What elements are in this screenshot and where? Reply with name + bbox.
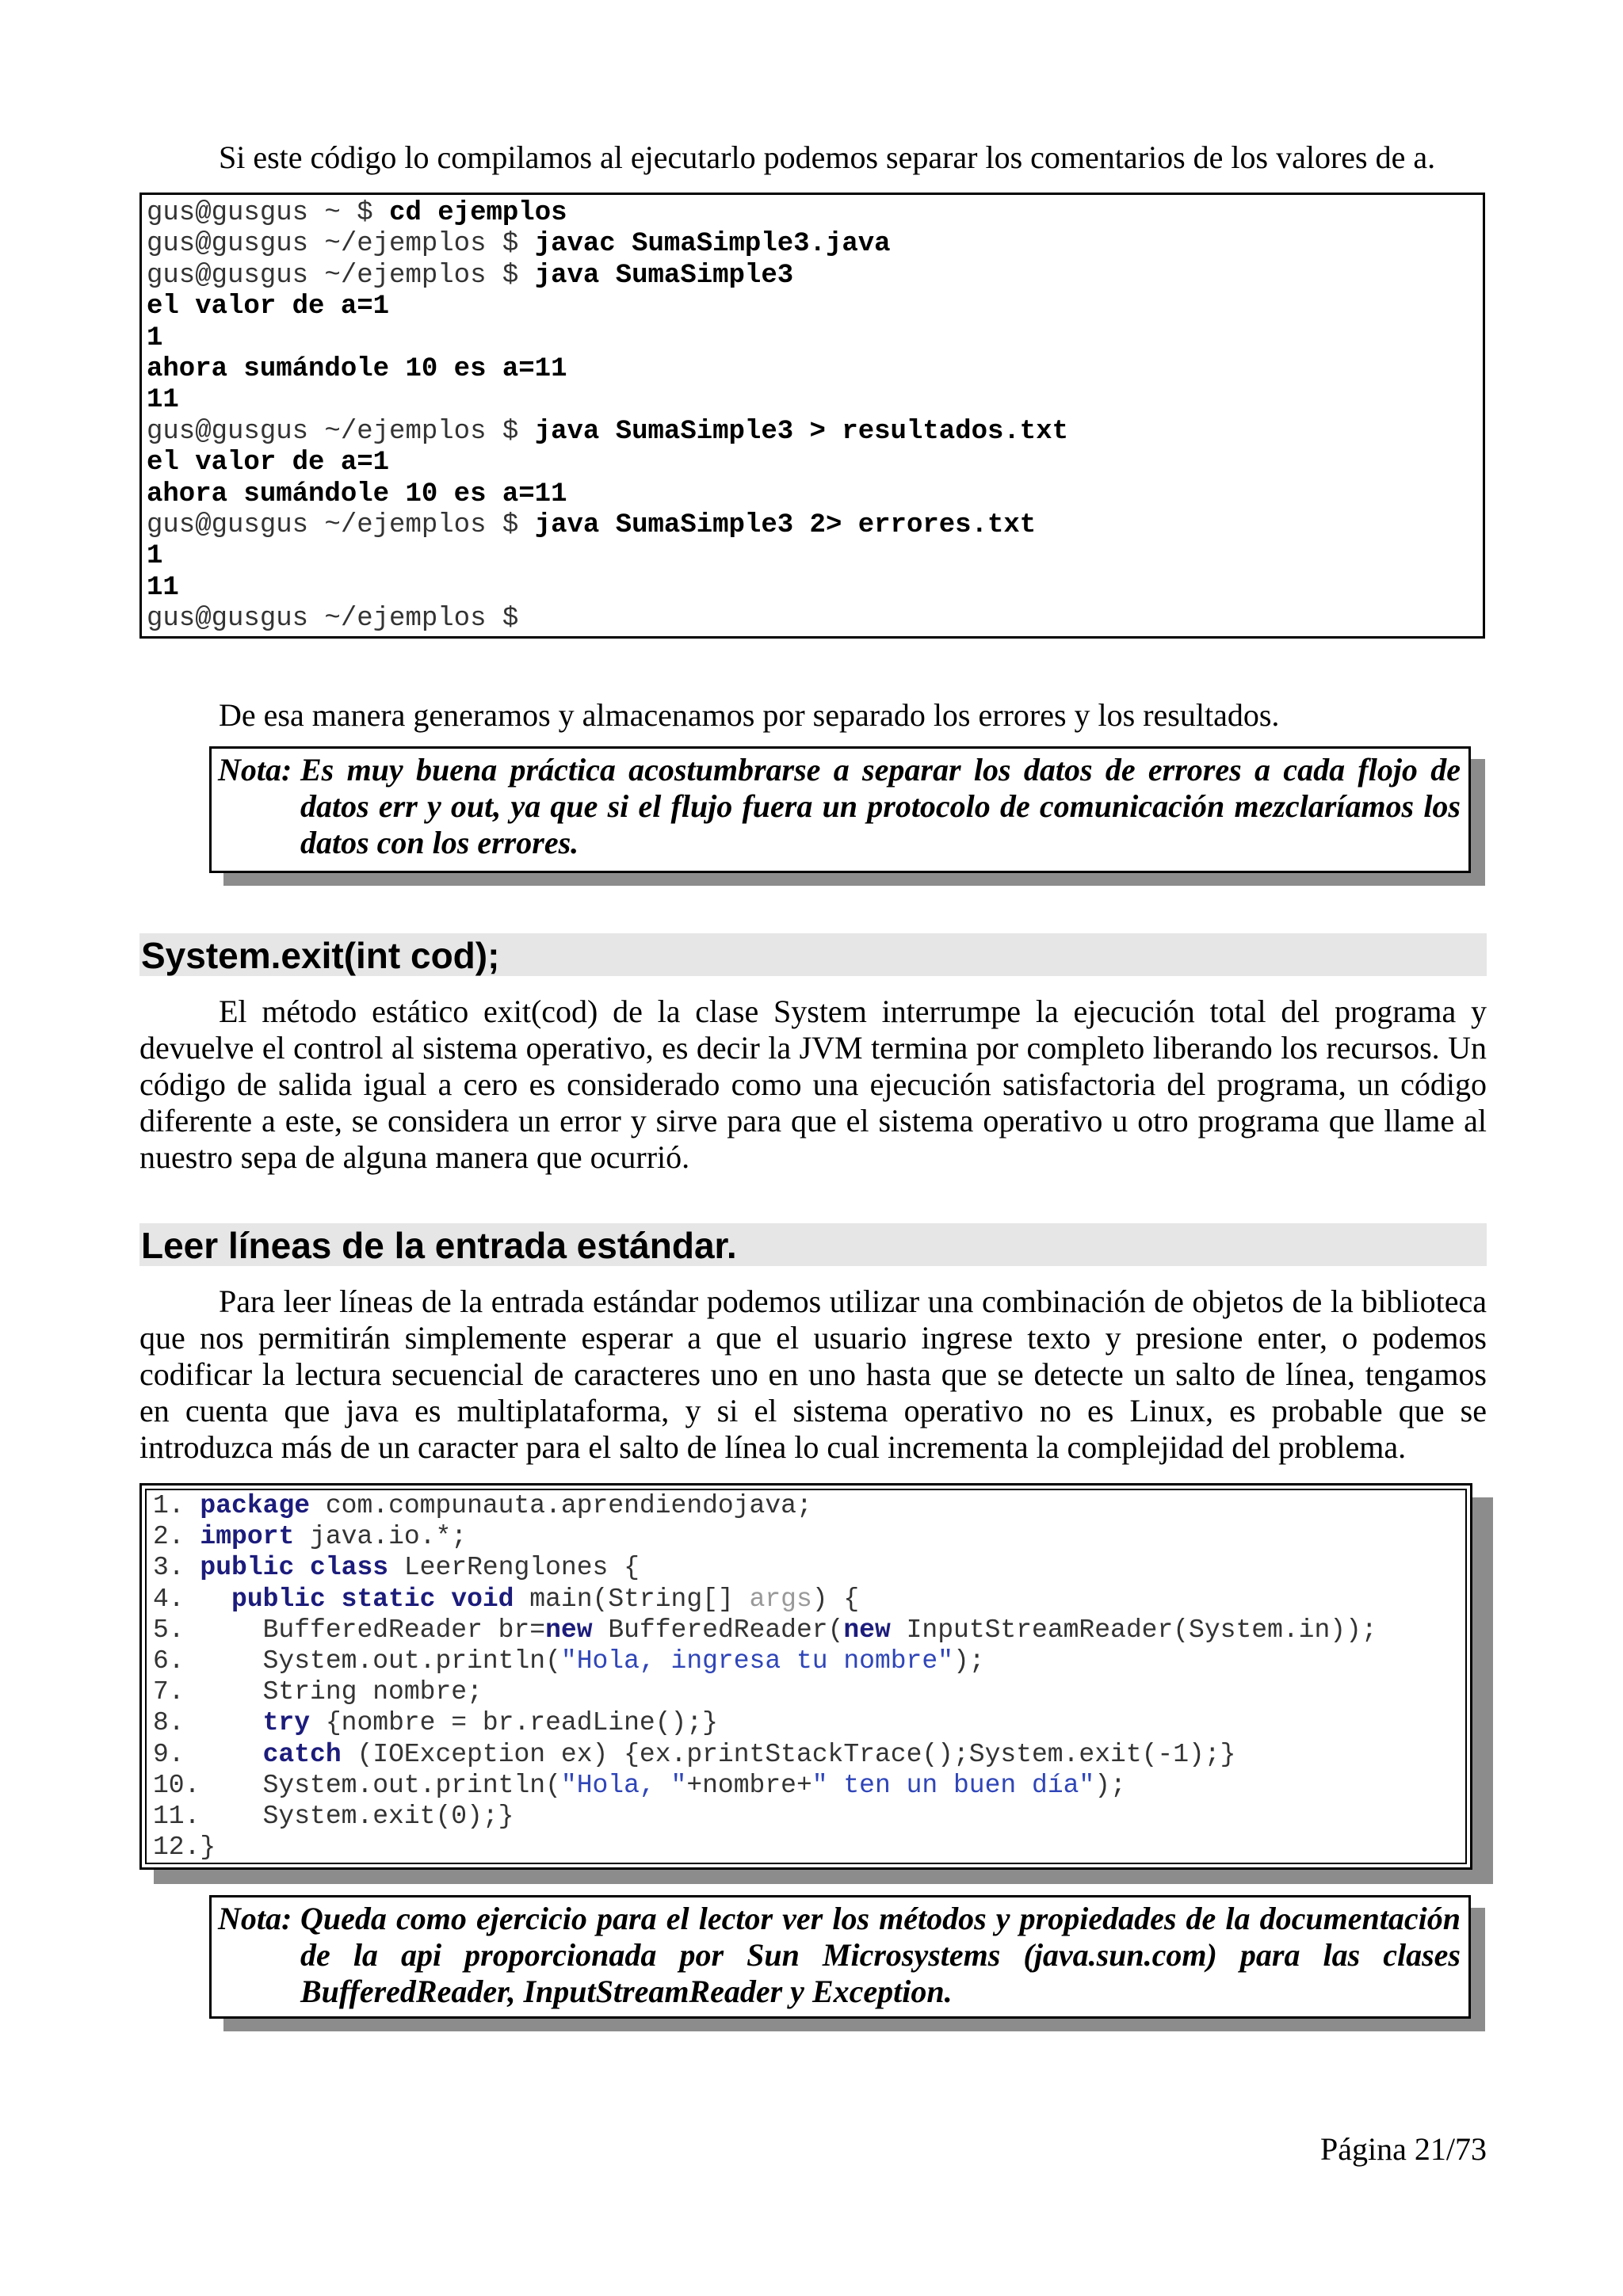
terminal-output: ahora sumándole 10 es a=11 xyxy=(147,479,567,509)
terminal-prompt: gus@gusgus ~/ejemplos $ xyxy=(147,509,535,540)
code-token: new xyxy=(843,1615,891,1645)
code-token: try xyxy=(262,1708,311,1738)
note-1-label: Nota: xyxy=(218,752,292,788)
terminal-output: 1 xyxy=(147,322,163,353)
code-token: 10. System.out.println( xyxy=(153,1770,561,1800)
code-token: 7. String nombre; xyxy=(153,1677,483,1707)
code-token: +nombre+ xyxy=(686,1770,812,1800)
note-2-box xyxy=(209,1895,1471,2019)
code-token: 2. xyxy=(153,1522,200,1552)
terminal-output: el valor de a=1 xyxy=(147,292,390,322)
code-line xyxy=(153,1584,1465,1615)
code-token: 1. xyxy=(153,1491,200,1520)
code-token: 5. BufferedReader br= xyxy=(153,1615,546,1645)
section-1-paragraph: El método estático exit(cod) de la clase System interrumpe la ejecución total del programa y devuelve el control al sistema operativo, es decir la JVM termina por completo liberando los recursos. Un código de salida igual a cero es considerado como una ejecución satisfactoria del programa, un código diferente a este, se considera un error y sirve para que el sistema operativo u otro programa que llame al nuestro sepa de alguna manera que ocurrió. xyxy=(139,994,1487,1175)
code-token: 3. xyxy=(153,1553,200,1583)
code-block xyxy=(139,1483,1472,1870)
terminal-line xyxy=(147,573,1483,604)
code-token: java.io.*; xyxy=(294,1522,468,1552)
terminal-output: el valor de a=1 xyxy=(147,448,390,479)
section-heading-leer-lineas: Leer líneas de la entrada estándar. xyxy=(139,1223,1487,1266)
terminal-command: javac SumaSimple3.java xyxy=(534,229,891,260)
terminal-command: java SumaSimple3 > resultados.txt xyxy=(534,416,1068,447)
code-line xyxy=(153,1615,1465,1646)
section-2-paragraph: Para leer líneas de la entrada estándar podemos utilizar una combinación de objetos de la biblioteca que nos permitirán simplemente esperar a que el usuario ingrese texto y presione enter, o podemos codificar la lectura secuencial de caracteres uno en uno hasta que se detecte un salto de línea, tengamos en cuenta que java es multiplataforma, y si el sistema operativo no es Linux, es probable que se introduzca más de un caracter para el salto de línea lo cual incrementa la complejidad del problema. xyxy=(139,1283,1487,1465)
terminal-line xyxy=(147,229,1483,260)
code-token: main(String[] xyxy=(514,1584,750,1614)
terminal-prompt: gus@gusgus ~/ejemplos $ xyxy=(147,416,535,447)
code-token: 4. xyxy=(153,1584,232,1614)
terminal-command: java SumaSimple3 xyxy=(534,260,794,291)
note-2-text: Queda como ejercicio para el lector ver los métodos y propiedades de la documentación de la api proporcionada por Sun Microsystems (java.sun.com) para las clases BufferedReader, InputStreamReader y Exception. xyxy=(300,1901,1461,2009)
code-token: catch xyxy=(262,1739,342,1769)
code-token: InputStreamReader(System.in)); xyxy=(890,1615,1377,1645)
code-token: 8. xyxy=(153,1708,263,1738)
terminal-output-block xyxy=(139,193,1485,639)
terminal-line xyxy=(147,417,1483,448)
code-line xyxy=(153,1707,1465,1738)
code-line xyxy=(153,1676,1465,1707)
code-line xyxy=(153,1646,1465,1676)
code-line xyxy=(153,1521,1465,1552)
code-line xyxy=(153,1832,1465,1863)
note-1-box xyxy=(209,746,1471,873)
code-line xyxy=(153,1739,1465,1770)
terminal-output: 11 xyxy=(147,572,179,603)
terminal-line xyxy=(147,479,1483,510)
note-2-label: Nota: xyxy=(218,1901,292,1936)
terminal-command: java SumaSimple3 2> errores.txt xyxy=(534,509,1037,540)
code-listing xyxy=(145,1489,1467,1864)
terminal-prompt: gus@gusgus ~/ejemplos $ xyxy=(147,604,519,635)
code-token: public static void xyxy=(231,1584,514,1614)
code-token: (IOException ex) {ex.printStackTrace();System.exit(-1);} xyxy=(341,1739,1236,1769)
paragraph-separation: De esa manera generamos y almacenamos por separado los errores y los resultados. xyxy=(219,697,1280,733)
terminal-line xyxy=(147,385,1483,416)
code-token: new xyxy=(545,1615,593,1645)
terminal-prompt: gus@gusgus ~/ejemplos $ xyxy=(147,260,535,291)
note-1-text: Es muy buena práctica acostumbrarse a separar los datos de errores a cada flojo de datos err y out, ya que si el flujo fuera un protocolo de comunicación mezclaríamos los datos con los errores. xyxy=(300,752,1461,860)
terminal-line xyxy=(147,354,1483,385)
terminal-line xyxy=(147,261,1483,292)
terminal-line xyxy=(147,541,1483,572)
terminal-output: 1 xyxy=(147,541,163,572)
section-heading-system-exit: System.exit(int cod); xyxy=(139,933,1487,976)
page-number: Página 21/73 xyxy=(1320,2131,1487,2167)
code-token: LeerRenglones { xyxy=(388,1553,640,1583)
code-token: 9. xyxy=(153,1739,263,1769)
terminal-line xyxy=(147,510,1483,541)
code-token: public class xyxy=(200,1553,389,1583)
code-token: ); xyxy=(1094,1770,1126,1800)
code-line xyxy=(153,1490,1465,1521)
terminal-line xyxy=(147,292,1483,322)
code-token: args xyxy=(749,1584,812,1614)
code-token: import xyxy=(200,1522,295,1552)
code-line xyxy=(153,1552,1465,1583)
code-line xyxy=(153,1801,1465,1832)
code-token: " ten un buen día" xyxy=(812,1770,1095,1800)
terminal-prompt: gus@gusgus ~/ejemplos $ xyxy=(147,229,535,260)
code-token: 11. System.exit(0);} xyxy=(153,1801,514,1831)
code-token: com.compunauta.aprendiendojava; xyxy=(310,1491,812,1520)
code-token: BufferedReader( xyxy=(592,1615,844,1645)
terminal-line xyxy=(147,604,1483,635)
code-token: 6. System.out.println( xyxy=(153,1646,561,1676)
terminal-output: 11 xyxy=(147,385,179,416)
code-token: 12.} xyxy=(153,1833,216,1863)
code-token: {nombre = br.readLine();} xyxy=(310,1708,718,1738)
code-token: package xyxy=(200,1491,311,1520)
code-token: ) { xyxy=(812,1584,860,1614)
terminal-line xyxy=(147,198,1483,229)
terminal-line xyxy=(147,448,1483,479)
terminal-line xyxy=(147,323,1483,354)
terminal-output: ahora sumándole 10 es a=11 xyxy=(147,353,567,384)
intro-paragraph: Si este código lo compilamos al ejecutarlo podemos separar los comentarios de los valores de a. xyxy=(219,139,1436,175)
code-line xyxy=(153,1770,1465,1801)
terminal-prompt: gus@gusgus ~ $ xyxy=(147,198,390,228)
terminal-command: cd ejemplos xyxy=(389,198,567,228)
code-token: ); xyxy=(953,1646,985,1676)
code-token: "Hola, " xyxy=(560,1770,687,1800)
code-token: "Hola, ingresa tu nombre" xyxy=(560,1646,953,1676)
